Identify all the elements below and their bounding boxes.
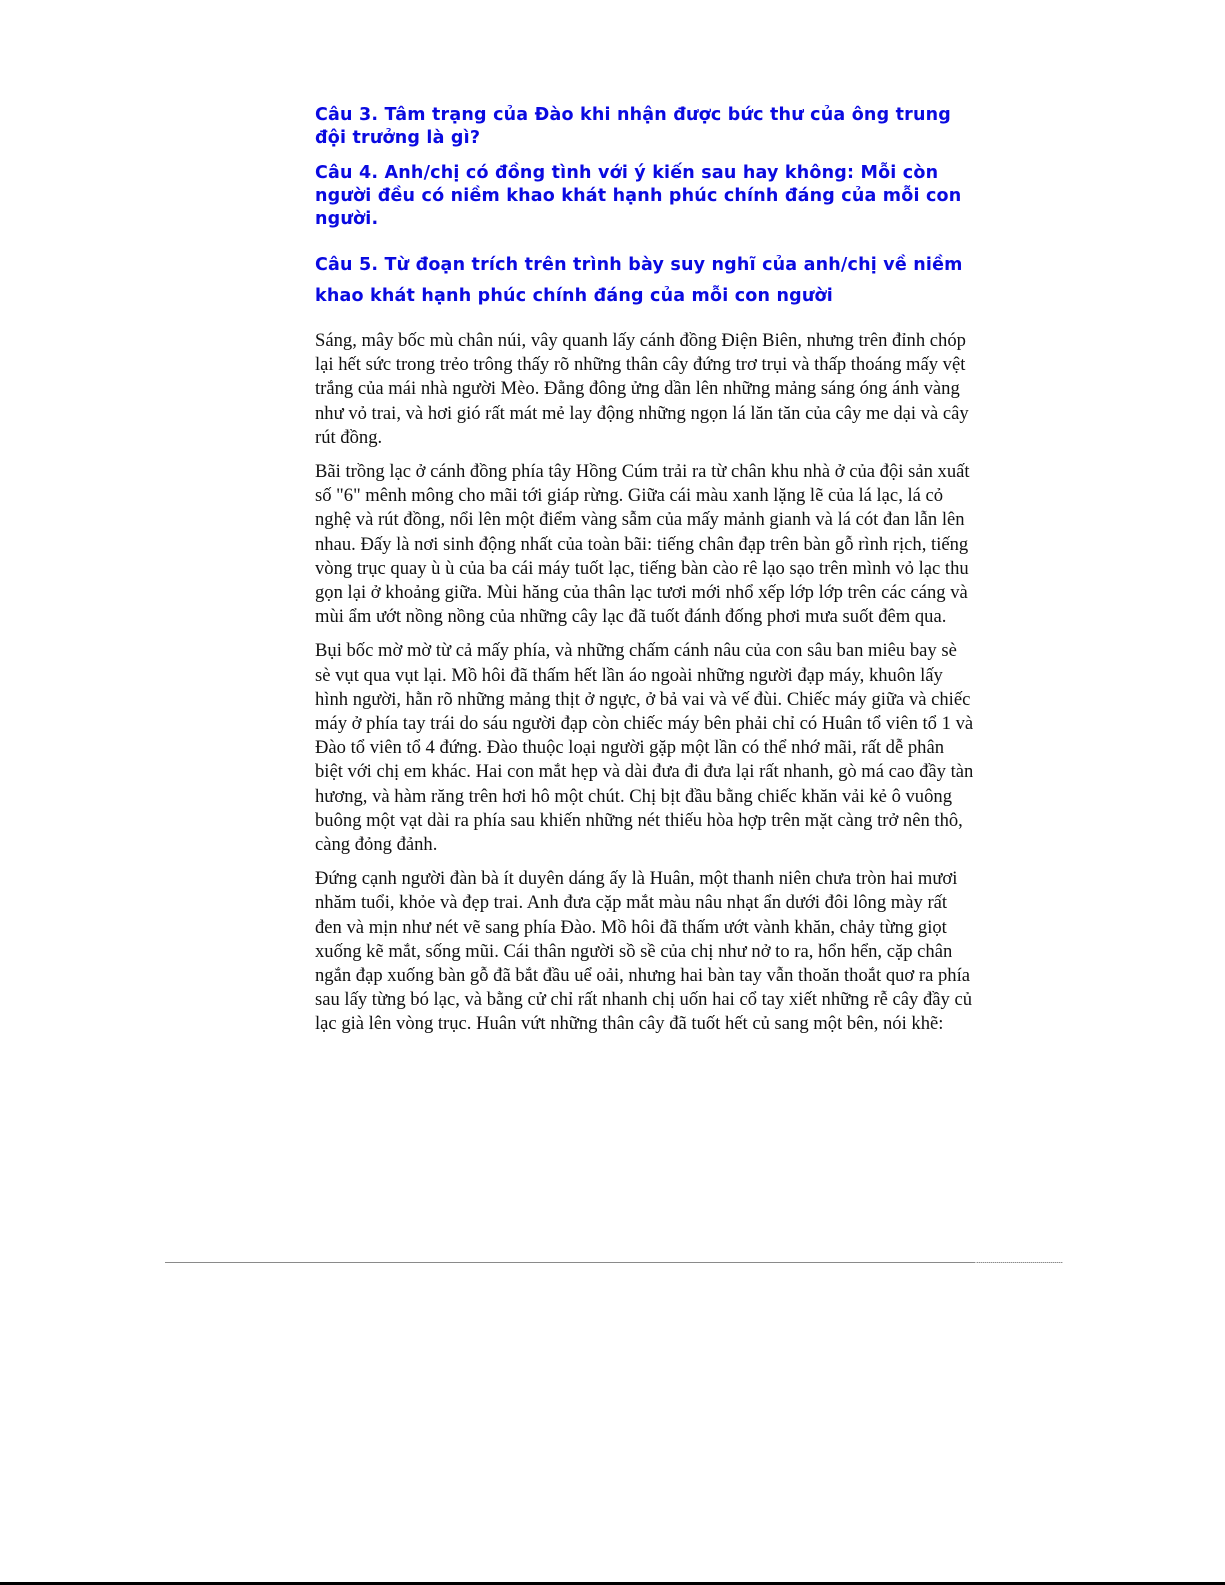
page-divider-tail [975,1262,1063,1263]
page-divider [165,1262,1063,1263]
passage-paragraph-3: Bụi bốc mờ mờ từ cả mấy phía, và những chấm cánh nâu của con sâu ban miêu bay sè sè vụt qua vụt lại. Mồ hôi đã thấm hết lần áo ngoài những người đạp máy, khuôn lấy hình người, hằn rõ những mảng thịt ở ngực, ở bả vai và vế đùi. Chiếc máy giữa và chiếc máy ở phía tay trái do sáu người đạp còn chiếc máy bên phải chỉ có Huân tổ viên tổ 1 và Đào tổ viên tổ 4 đứng. Đào thuộc loại người gặp một lần có thể nhớ mãi, rất dễ phân biệt với chị em khác. Hai con mắt hẹp và dài đưa đi đưa lại rất nhanh, gò má cao đầy tàn hương, và hàm răng trên hơi hô một chút. Chị bịt đầu bằng chiếc khăn vải kẻ ô vuông buông một vạt dài ra phía sau khiến những nét thiếu hòa hợp trên mặt càng trở nên thô, càng đỏng đảnh. [315,640,974,856]
passage-paragraph-1: Sáng, mây bốc mù chân núi, vây quanh lấy cánh đồng Điện Biên, nhưng trên đỉnh chóp lại hết sức trong trẻo trông thấy rõ những thân cây đứng trơ trụi và thấp thoáng mấy vệt trắng của mái nhà người Mèo. Đằng đông ửng dần lên những mảng sáng óng ánh vàng như vỏ trai, và hơi gió rất mát mẻ lay động những ngọn lá lăn tăn của cây me dại và cây rút đồng. [315,330,969,448]
reading-passage [315,329,975,1047]
question-3: Câu 3. Tâm trạng của Đào khi nhận được bức thư của ông trung đội trưởng là gì? [315,105,952,148]
passage-paragraph-4: Đứng cạnh người đàn bà ít duyên dáng ấy là Huân, một thanh niên chưa tròn hai mươi nhăm tuổi, khỏe và đẹp trai. Anh đưa cặp mắt màu nâu nhạt ẩn dưới đôi lông mày rất đen và mịn như nét vẽ sang phía Đào. Mồ hôi đã thấm ướt vành khăn, chảy từng giọt xuống kẽ mắt, sống mũi. Cái thân người sồ sề của chị như nở to ra, hổn hển, cặp chân ngắn đạp xuống bàn gỗ đã bắt đầu uể oải, nhưng hai bàn tay vẫn thoăn thoắt quơ ra phía sau lấy từng bó lạc, và bằng cử chỉ rất nhanh chị uốn hai cổ tay xiết những rễ cây đầy củ lạc già lên vòng trục. Huân vứt những thân cây đã tuốt hết củ sang một bên, nói khẽ: [315,868,973,1035]
passage-paragraph-2: Bãi trồng lạc ở cánh đồng phía tây Hồng Cúm trải ra từ chân khu nhà ở của đội sản xuất số "6" mênh mông cho mãi tới giáp rừng. Giữa cái màu xanh lặng lẽ của lá lạc, lá cỏ nghệ và rút đồng, nổi lên một điểm vàng sẫm của mấy mảnh gianh và lá cót đan lẫn lên nhau. Đấy là nơi sinh động nhất của toàn bãi: tiếng chân đạp trên bàn gỗ rình rịch, tiếng vòng trục quay ù ù của ba cái máy tuốt lạc, tiếng bàn cào rê lạo sạo trên mình vỏ lạc thu gọn lại ở khoảng giữa. Mùi hăng của thân lạc tươi mới nhổ xếp lớp lớp trên các cáng và mùi ẩm ướt nồng nồng của những cây lạc đã tuốt đánh đống phơi mưa suốt đêm qua. [315,461,970,628]
question-5: Câu 5. Từ đoạn trích trên trình bày suy nghĩ của anh/chị về niềm khao khát hạnh phúc chính đáng của mỗi con người [315,255,963,306]
question-list [315,104,975,324]
question-4: Câu 4. Anh/chị có đồng tình với ý kiến sau hay không: Mỗi còn người đều có niềm khao khát hạnh phúc chính đáng của mỗi con người. [315,163,962,229]
